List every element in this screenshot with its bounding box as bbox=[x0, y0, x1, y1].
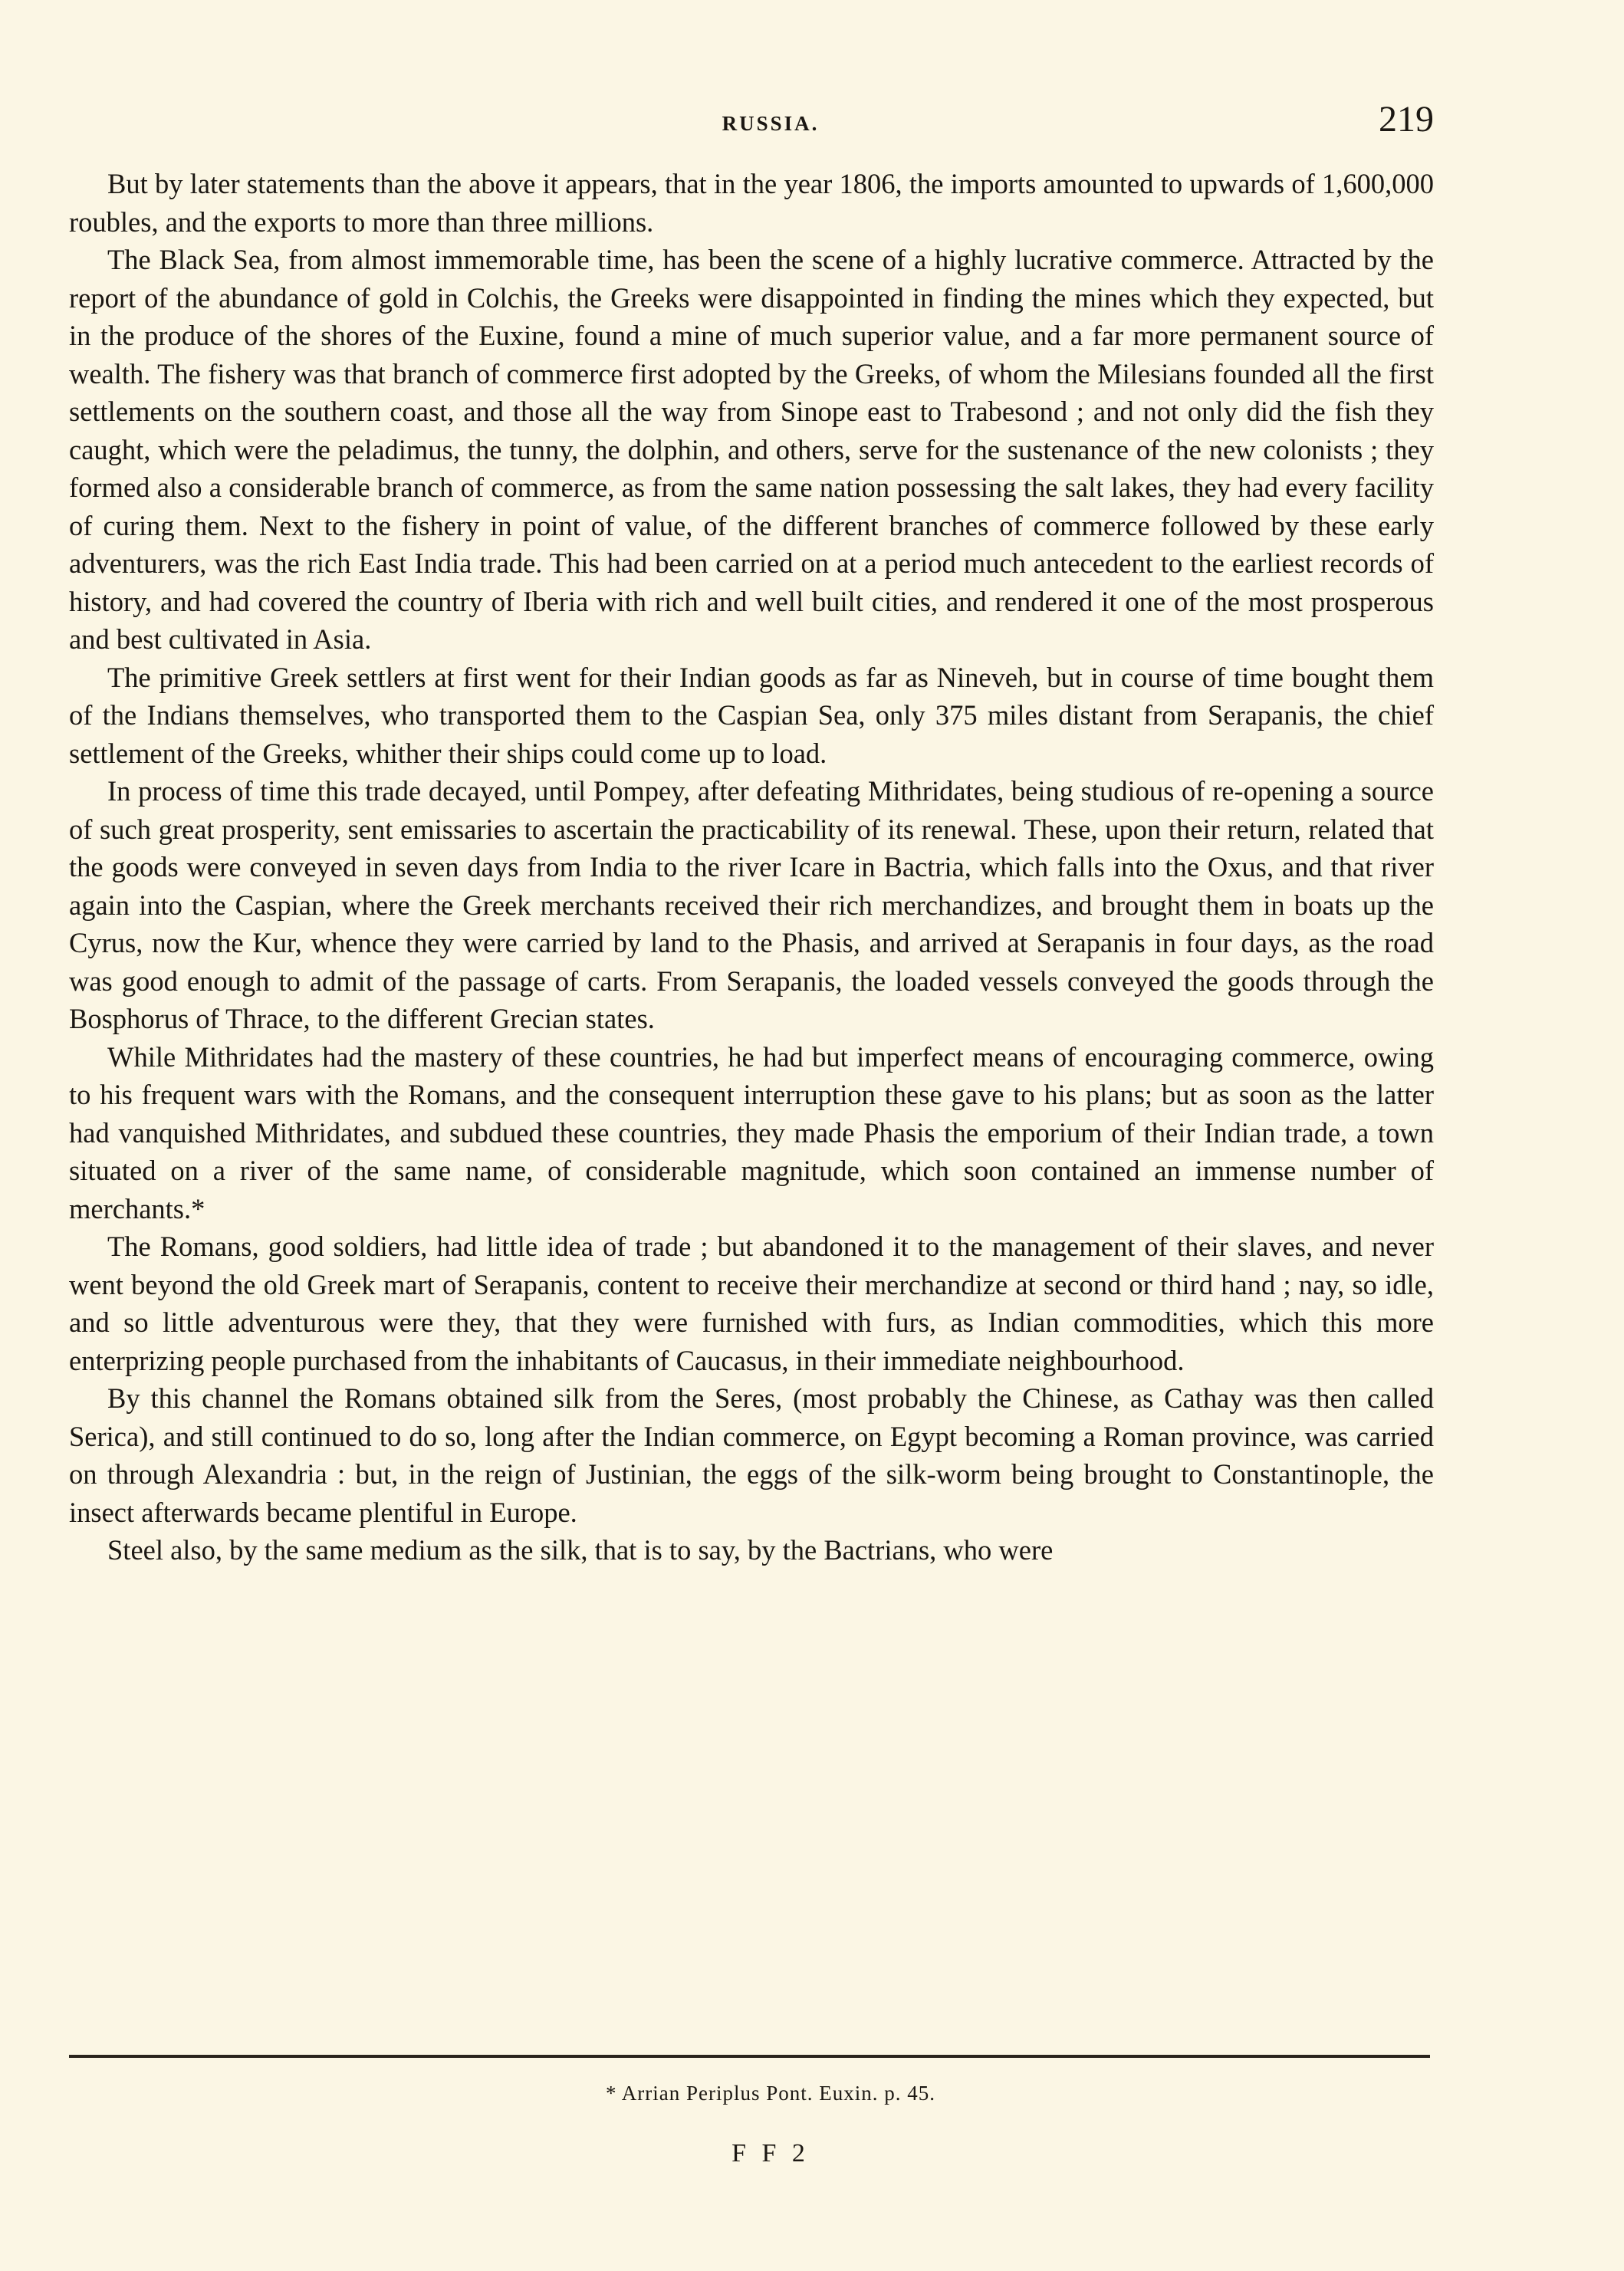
running-head bbox=[107, 98, 1434, 144]
paragraph-8: Steel also, by the same medium as the silk, that is to say, by the Bactrians, who were bbox=[107, 1534, 1054, 1566]
signature-mark: F F 2 bbox=[731, 2139, 810, 2167]
paragraph-2: The Black Sea, from almost immemorable time, has been the scene of a highly lucrative commerce. Attracted by the report of the abundance of gold in Colchis, the Greeks were disappointed in finding the mines which they expected, but in the produce of the shores of the Euxine, found a mine of much superior value, and a far more permanent source of wealth. The fishery was that branch of commerce first adopted by the Greeks, of whom the Milesians founded all the first settlements on the southern coast, and those all the way from Sinope east to Trabesond ; and not only did the fish they caught, which were the peladimus, the tunny, the dolphin, and others, serve for the sustenance of the new colonists ; they formed also a considerable branch of commerce, as from the same nation possessing the salt lakes, they had every facility of curing them. Next to the fishery in point of value, of the different branches of commerce followed by these early adventurers, was the rich East India trade. This had been carried on at a period much antecedent to the earliest records of history, and had covered the country of Iberia with rich and well built cities, and rendered it one of the most prosperous and best cultivated in Asia. bbox=[69, 244, 1434, 655]
body-text bbox=[69, 165, 1434, 1569]
paragraph-7: By this channel the Romans obtained silk from the Seres, (most probably the Chinese, as Cathay was then called Serica), and still continued to do so, long after the Indian commerce, on Egypt becoming a Roman province, was carried on through Alexandria : but, in the reign of Justinian, the eggs of the silk-worm being brought to Constantinople, the insect afterwards became plentiful in Europe. bbox=[69, 1382, 1434, 1528]
paragraph-5: While Mithridates had the mastery of these countries, he had but imperfect means of encouraging commerce, owing to his frequent wars with the Romans, and the consequent interruption these gave to his plans; but as soon as the latter had vanquished Mithridates, and subdued these countries, they made Phasis the emporium of their Indian trade, a town situated on a river of the same name, of considerable magnitude, which soon contained an immense number of merchants.* bbox=[69, 1040, 1434, 1224]
paragraph-4: In process of time this trade decayed, until Pompey, after defeating Mithridates, being studious of re-opening a source of such great prosperity, sent emissaries to ascertain the practicability of its renewal. These, upon their return, related that the goods were conveyed in seven days from India to the river Icare in Bactria, which falls into the Oxus, and that river again into the Caspian, where the Greek merchants received their rich merchandizes, and brought them in boats up the Cyrus, now the Kur, whence they were carried by land to the Phasis, and arrived at Serapanis in four days, as the road was good enough to admit of the passage of carts. From Serapanis, the loaded vessels conveyed the goods through the Bosphorus of Thrace, to the different Grecian states. bbox=[69, 775, 1434, 1034]
footnote: * Arrian Periplus Pont. Euxin. p. 45. bbox=[606, 2082, 935, 2105]
paragraph-6: The Romans, good soldiers, had little idea of trade ; but abandoned it to the management of their slaves, and never went beyond the old Greek mart of Serapanis, content to receive their merchandize at second or third hand ; nay, so idle, and so little adventurous were they, that they were furnished with furs, as Indian commodities, which this more enterprizing people purchased from the inhabitants of Caucasus, in their immediate neighbourhood. bbox=[69, 1231, 1434, 1376]
running-title: RUSSIA. bbox=[722, 112, 820, 135]
footnote-rule bbox=[69, 2055, 1430, 2058]
paragraph-3: The primitive Greek settlers at first went for their Indian goods as far as Nineveh, but in course of time bought them of the Indians themselves, who transported them to the Caspian Sea, only 375 miles distant from Serapanis, the chief settlement of the Greeks, whither their ships could come up to load. bbox=[69, 661, 1434, 769]
page-number: 219 bbox=[1379, 99, 1434, 140]
paragraph-1: But by later statements than the above it appears, that in the year 1806, the imports amounted to upwards of 1,600,000 roubles, and the exports to more than three millions. bbox=[69, 168, 1434, 238]
